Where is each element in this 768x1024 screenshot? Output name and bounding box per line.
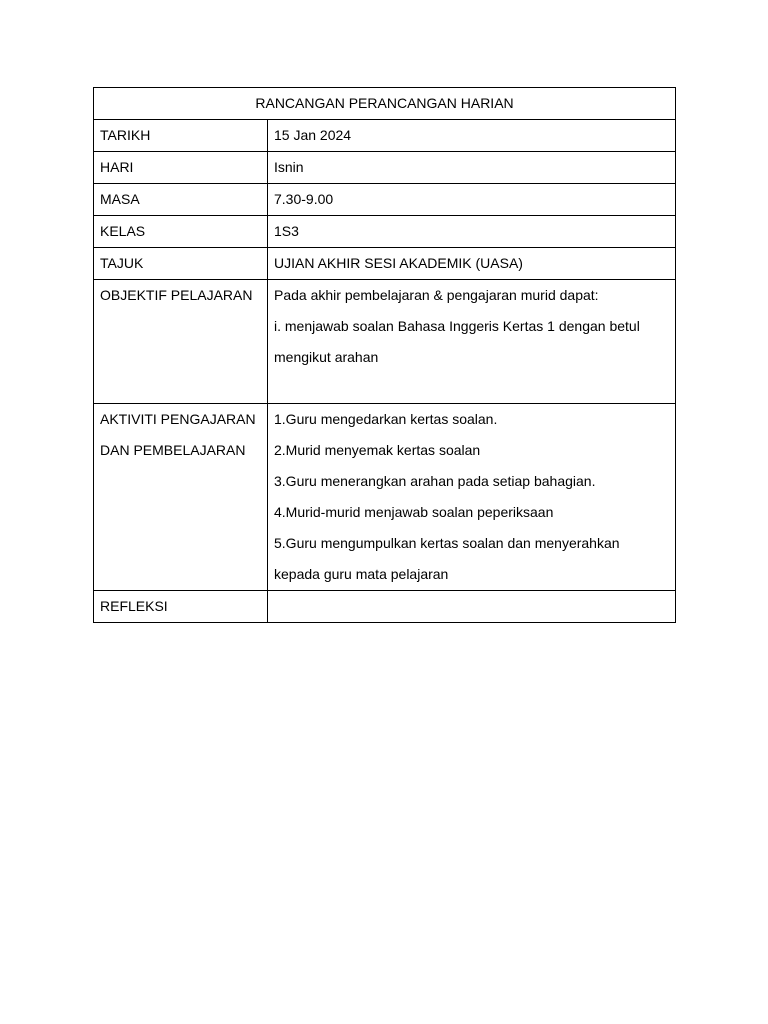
aktiviti-line: 3.Guru menerangkan arahan pada setiap bahagian. <box>274 473 596 489</box>
table-row-tarikh <box>94 120 676 152</box>
masa-value: 7.30-9.00 <box>268 184 676 216</box>
table-row-aktiviti <box>94 404 676 591</box>
hari-value: Isnin <box>268 152 676 184</box>
aktiviti-line: 2.Murid menyemak kertas soalan <box>274 442 481 458</box>
aktiviti-content <box>268 404 676 591</box>
aktiviti-line: 4.Murid-murid menjawab soalan peperiksaan <box>274 504 554 520</box>
tajuk-value: UJIAN AKHIR SESI AKADEMIK (UASA) <box>268 248 676 280</box>
objektif-line: Pada akhir pembelajaran & pengajaran murid dapat: <box>274 287 599 303</box>
tarikh-value: 15 Jan 2024 <box>268 120 676 152</box>
tajuk-label: TAJUK <box>94 248 268 280</box>
table-row-hari <box>94 152 676 184</box>
masa-label: MASA <box>94 184 268 216</box>
title-row <box>94 88 676 120</box>
table-row-refleksi <box>94 591 676 623</box>
aktiviti-line: kepada guru mata pelajaran <box>274 566 449 582</box>
table-row-kelas <box>94 216 676 248</box>
kelas-value: 1S3 <box>268 216 676 248</box>
lesson-plan-table <box>93 87 676 623</box>
aktiviti-label <box>94 404 268 591</box>
objektif-line: i. menjawab soalan Bahasa Inggeris Kertas 1 dengan betul <box>274 318 640 334</box>
aktiviti-label-line: AKTIVITI PENGAJARAN <box>100 411 256 427</box>
aktiviti-line: 1.Guru mengedarkan kertas soalan. <box>274 411 498 427</box>
aktiviti-label-line: DAN PEMBELAJARAN <box>100 442 246 458</box>
table-row-masa <box>94 184 676 216</box>
refleksi-label: REFLEKSI <box>94 591 268 623</box>
objektif-line: mengikut arahan <box>274 349 379 365</box>
aktiviti-line: 5.Guru mengumpulkan kertas soalan dan menyerahkan <box>274 535 620 551</box>
objektif-label: OBJEKTIF PELAJARAN <box>94 280 268 404</box>
table-row-objektif <box>94 280 676 404</box>
document-title: RANCANGAN PERANCANGAN HARIAN <box>94 88 676 120</box>
table-row-tajuk <box>94 248 676 280</box>
tarikh-label: TARIKH <box>94 120 268 152</box>
objektif-content <box>268 280 676 404</box>
hari-label: HARI <box>94 152 268 184</box>
kelas-label: KELAS <box>94 216 268 248</box>
refleksi-value <box>268 591 676 623</box>
